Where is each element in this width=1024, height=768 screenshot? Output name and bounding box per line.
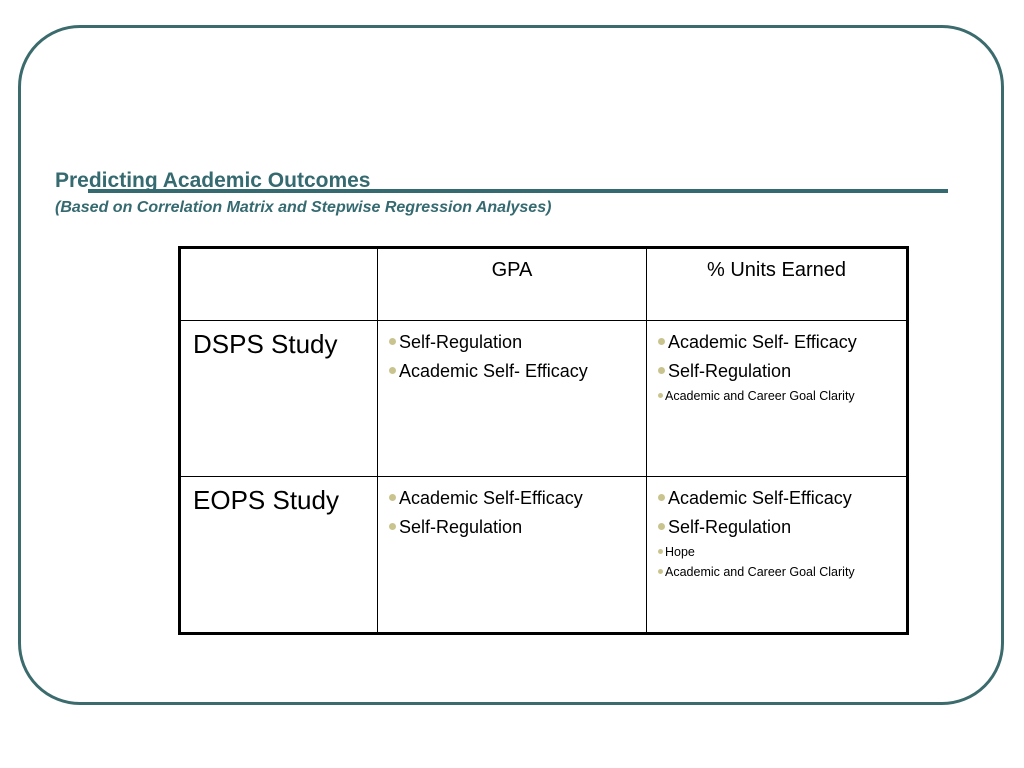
header-cell-gpa: GPA: [378, 248, 647, 321]
table-row-eops: [180, 477, 908, 634]
list-item: [657, 328, 902, 357]
predictor-label: Hope: [665, 545, 695, 559]
bullet-dot-icon: [389, 367, 396, 374]
list-item: [657, 357, 902, 386]
units-predictors-cell: [647, 477, 908, 634]
predictor-label: Self-Regulation: [668, 361, 792, 381]
bullet-dot-icon: [658, 569, 663, 574]
predictor-label: Self-Regulation: [668, 517, 792, 537]
gpa-predictor-list: [378, 321, 646, 386]
study-label: EOPS Study: [180, 477, 378, 634]
list-item: [657, 542, 902, 562]
predictor-label: Self-Regulation: [399, 517, 523, 537]
bullet-dot-icon: [389, 523, 396, 530]
predictor-label: Self-Regulation: [399, 332, 523, 352]
predictor-label: Academic and Career Goal Clarity: [665, 389, 855, 403]
bullet-dot-icon: [658, 367, 665, 374]
bullet-dot-icon: [389, 494, 396, 501]
bullet-dot-icon: [658, 523, 665, 530]
predictor-label: Academic Self- Efficacy: [668, 332, 857, 352]
gpa-predictors-cell: [378, 477, 647, 634]
list-item: [388, 357, 642, 386]
bullet-dot-icon: [389, 338, 396, 345]
predictor-label: Academic Self-Efficacy: [668, 488, 852, 508]
gpa-predictor-list: [378, 477, 646, 542]
bullet-dot-icon: [658, 338, 665, 345]
predictor-label: Academic Self- Efficacy: [399, 361, 588, 381]
gpa-predictors-cell: [378, 321, 647, 477]
list-item: [657, 386, 902, 406]
predictor-label: Academic Self-Efficacy: [399, 488, 583, 508]
list-item: [388, 484, 642, 513]
outcomes-table: [178, 246, 909, 635]
slide-title: Predicting Academic Outcomes: [55, 169, 371, 192]
units-predictor-list: [647, 321, 906, 406]
units-predictors-cell: [647, 321, 908, 477]
table-header-row: [180, 248, 908, 321]
bullet-dot-icon: [658, 549, 663, 554]
header-cell-units-earned: % Units Earned: [647, 248, 908, 321]
list-item: [657, 562, 902, 582]
list-item: [388, 513, 642, 542]
units-predictor-list: [647, 477, 906, 582]
study-label: DSPS Study: [180, 321, 378, 477]
list-item: [388, 328, 642, 357]
list-item: [657, 484, 902, 513]
bullet-dot-icon: [658, 494, 665, 501]
predictor-label: Academic and Career Goal Clarity: [665, 565, 855, 579]
slide-subtitle: (Based on Correlation Matrix and Stepwise Regression Analyses): [55, 199, 552, 216]
bullet-dot-icon: [658, 393, 663, 398]
table-row-dsps: [180, 321, 908, 477]
header-cell-empty: [180, 248, 378, 321]
list-item: [657, 513, 902, 542]
